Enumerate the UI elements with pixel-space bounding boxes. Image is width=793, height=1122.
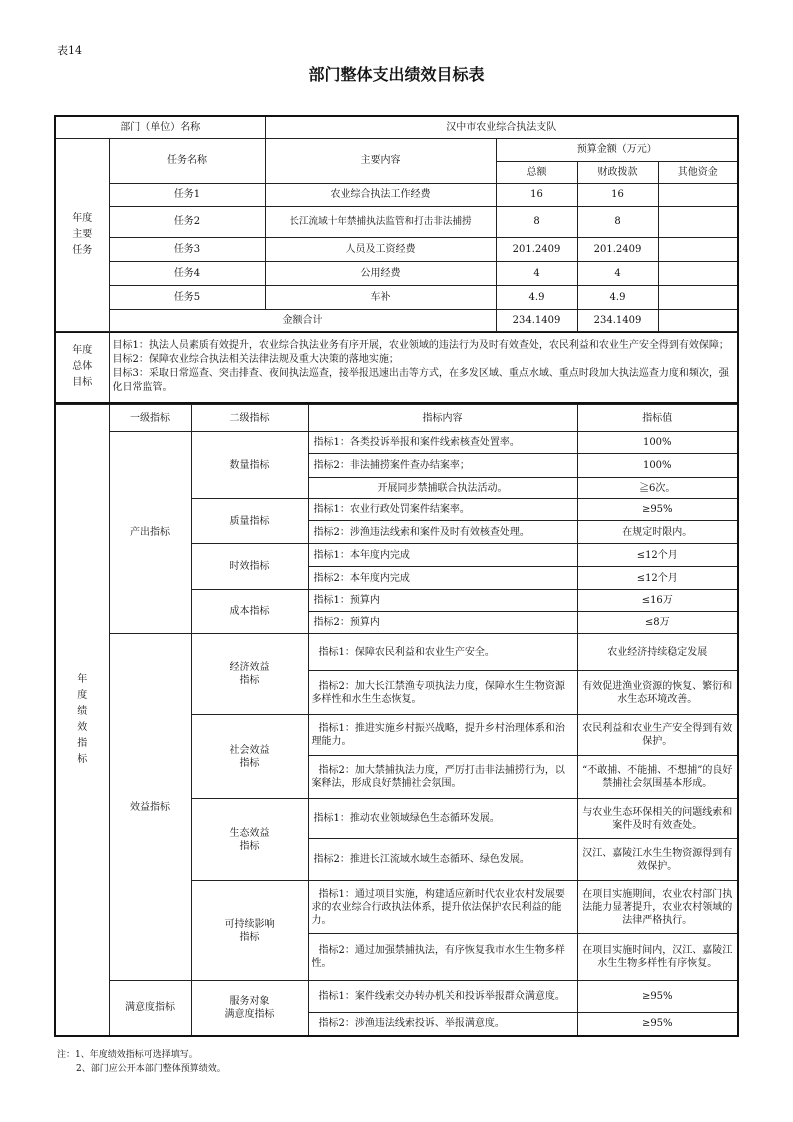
- indicator-content: 指标2：涉渔违法线索和案件及时有效核查处理。: [308, 521, 577, 544]
- page-title: 部门整体支出绩效目标表: [308, 65, 485, 84]
- indicator-value: ≧6次。: [577, 478, 738, 499]
- task-name: 任务3: [109, 237, 265, 261]
- task-fiscal: 4.9: [577, 285, 658, 309]
- indicator-content: 指标1：案件线索交办转办机关和投诉举报群众满意度。: [308, 981, 577, 1013]
- task-total: 4.9: [496, 285, 577, 309]
- table-row: [55, 285, 738, 309]
- indicator-content: 指标2：通过加强禁捕执法，有序恢复我市水生生物多样性。: [308, 934, 577, 981]
- goal-2: 目标2：保障农业综合执法相关法律法规及重大决策的落地实施；: [112, 353, 399, 365]
- task-name: 任务2: [109, 206, 265, 237]
- sum-label: 金额合计: [109, 309, 496, 332]
- task-content: 人员及工资经费: [265, 237, 496, 261]
- table-number: 表14: [57, 44, 82, 57]
- dept-name-value: 汉中市农业综合执法支队: [265, 116, 738, 138]
- cost-indicator-label: 成本指标: [191, 590, 308, 634]
- header-budget: 预算金额（万元）: [496, 138, 738, 161]
- note-1: 注：1、年度绩效指标可选择填写。: [57, 1050, 198, 1060]
- header-value: 指标值: [577, 405, 738, 432]
- indicator-value: 在规定时限内。: [577, 521, 738, 544]
- task-content: 长江流域十年禁捕执法监管和打击非法捕捞: [265, 206, 496, 237]
- task-name: 任务4: [109, 261, 265, 285]
- task-content: 农业综合执法工作经费: [265, 183, 496, 206]
- table-row: [55, 237, 738, 261]
- goals-text: [109, 332, 738, 403]
- indicator-value: ≤16万: [577, 590, 738, 612]
- sum-other: [658, 309, 738, 332]
- dept-name-label: 部门（单位）名称: [55, 116, 265, 138]
- indicator-content: 指标1：通过项目实施，构建适应新时代农业农村发展要求的农业综合行政执法体系，提升依法保护农民利益的能力。: [308, 881, 577, 934]
- header-level2: 二级指标: [191, 405, 308, 432]
- table-row: [55, 183, 738, 206]
- header-task-name: 任务名称: [109, 138, 265, 183]
- indicator-value: ≥95%: [577, 1013, 738, 1036]
- indicator-value: ≤12个月: [577, 544, 738, 567]
- task-total: 16: [496, 183, 577, 206]
- indicator-content: 指标2：预算内: [308, 612, 577, 634]
- indicator-value: 有效促进渔业资源的恢复、繁衍和水生态环境改善。: [577, 671, 738, 715]
- perf-section-label: 年 度 绩 效 指 标: [55, 405, 109, 1036]
- task-total: 4: [496, 261, 577, 285]
- tasks-table: [54, 115, 739, 333]
- table-row: [55, 261, 738, 285]
- note-2: 2、部门应公开本部门整体预算绩效。: [76, 1064, 226, 1074]
- quality-indicator-label: 质量指标: [191, 499, 308, 544]
- header-content: 指标内容: [308, 405, 577, 432]
- header-other: 其他资金: [658, 161, 738, 183]
- indicator-value: 与农业生态环保相关的问题线索和案件及时有效查处。: [577, 799, 738, 839]
- task-content: 车补: [265, 285, 496, 309]
- task-other: [658, 237, 738, 261]
- indicator-content: 指标1：推进实施乡村振兴战略，提升乡村治理体系和治理能力。: [308, 715, 577, 756]
- table-row: [55, 206, 738, 237]
- indicator-value: 100%: [577, 432, 738, 454]
- task-other: [658, 261, 738, 285]
- performance-table: [54, 404, 739, 1037]
- indicator-value: ≥95%: [577, 499, 738, 521]
- indicator-content: 指标1：预算内: [308, 590, 577, 612]
- header-main-content: 主要内容: [265, 138, 496, 183]
- task-name: 任务5: [109, 285, 265, 309]
- indicator-content: 指标1：推动农业领域绿色生态循环发展。: [308, 799, 577, 839]
- task-total: 201.2409: [496, 237, 577, 261]
- goals-table: [54, 331, 739, 404]
- task-fiscal: 201.2409: [577, 237, 658, 261]
- task-fiscal: 4: [577, 261, 658, 285]
- goals-section-label: 年度 总体 目标: [55, 332, 109, 403]
- indicator-content: 指标1：本年度内完成: [308, 544, 577, 567]
- header-total: 总额: [496, 161, 577, 183]
- task-content: 公用经费: [265, 261, 496, 285]
- task-total: 8: [496, 206, 577, 237]
- indicator-content: 指标2：加大长江禁渔专项执法力度，保障水生生物资源多样性和水生生态恢复。: [308, 671, 577, 715]
- indicator-content: 指标1：保障农民利益和农业生产安全。: [308, 634, 577, 671]
- indicator-value: 农民利益和农业生产安全得到有效保护。: [577, 715, 738, 756]
- social-indicator-label: 社会效益 指标: [191, 715, 308, 799]
- benefit-indicator-label: 效益指标: [109, 634, 191, 981]
- service-satisfaction-label: 服务对象 满意度指标: [191, 981, 308, 1036]
- indicator-value: 在项目实施时间内，汉江、嘉陵江水生生物多样性有序恢复。: [577, 934, 738, 981]
- indicator-content: 指标2：涉渔违法线索投诉、举报满意度。: [308, 1013, 577, 1036]
- sum-fiscal: 234.1409: [577, 309, 658, 332]
- indicator-value: ≤8万: [577, 612, 738, 634]
- quantity-indicator-label: 数量指标: [191, 432, 308, 499]
- indicator-value: ≥95%: [577, 981, 738, 1013]
- indicator-content: 指标2：非法捕捞案件查办结案率；: [308, 454, 577, 478]
- sum-row: [55, 309, 738, 332]
- indicator-content: 开展同步禁捕联合执法活动。: [308, 478, 577, 499]
- output-indicator-label: 产出指标: [109, 432, 191, 634]
- indicator-content: 指标1：各类投诉举报和案件线索核查处置率。: [308, 432, 577, 454]
- indicator-content: 指标1：农业行政处罚案件结案率。: [308, 499, 577, 521]
- sustainable-indicator-label: 可持续影响 指标: [191, 881, 308, 981]
- tasks-section-label: 年度 主要 任务: [55, 138, 109, 332]
- indicator-value: 农业经济持续稳定发展: [577, 634, 738, 671]
- indicator-value: “不敢捕、不能捕、不想捕”的良好禁捕社会氛围基本形成。: [577, 756, 738, 799]
- indicator-value: ≤12个月: [577, 567, 738, 590]
- indicator-value: 100%: [577, 454, 738, 478]
- header-level1: 一级指标: [109, 405, 191, 432]
- task-name: 任务1: [109, 183, 265, 206]
- indicator-content: 指标2：推进长江流域水域生态循环、绿色发展。: [308, 839, 577, 881]
- indicator-value: 汉江、嘉陵江水生生物资源得到有效保护。: [577, 839, 738, 881]
- indicator-value: 在项目实施期间，农业农村部门执法能力显著提升，农业农村领域的法律严格执行。: [577, 881, 738, 934]
- sum-total: 234.1409: [496, 309, 577, 332]
- task-fiscal: 16: [577, 183, 658, 206]
- indicator-content: 指标2：加大禁捕执法力度，严厉打击非法捕捞行为，以案释法，形成良好禁捕社会氛围。: [308, 756, 577, 799]
- ecological-indicator-label: 生态效益 指标: [191, 799, 308, 881]
- goal-1: 目标1：执法人员素质有效提升，农业综合执法业务有序开展，农业领域的违法行为及时有效查处，农民利益和农业生产安全得到有效保障；: [112, 339, 729, 351]
- indicator-content: 指标2：本年度内完成: [308, 567, 577, 590]
- task-fiscal: 8: [577, 206, 658, 237]
- satisfaction-indicator-label: 满意度指标: [109, 981, 191, 1036]
- task-other: [658, 183, 738, 206]
- goal-3: 目标3：采取日常巡查、突击排查、夜间执法巡查，接举报迅速出击等方式，在多发区域、重点水域、重点时段加大执法巡查力度和频次，强化日常监管。: [112, 367, 729, 393]
- task-other: [658, 285, 738, 309]
- header-fiscal: 财政拨款: [577, 161, 658, 183]
- task-other: [658, 206, 738, 237]
- economic-indicator-label: 经济效益 指标: [191, 634, 308, 715]
- timeliness-indicator-label: 时效指标: [191, 544, 308, 590]
